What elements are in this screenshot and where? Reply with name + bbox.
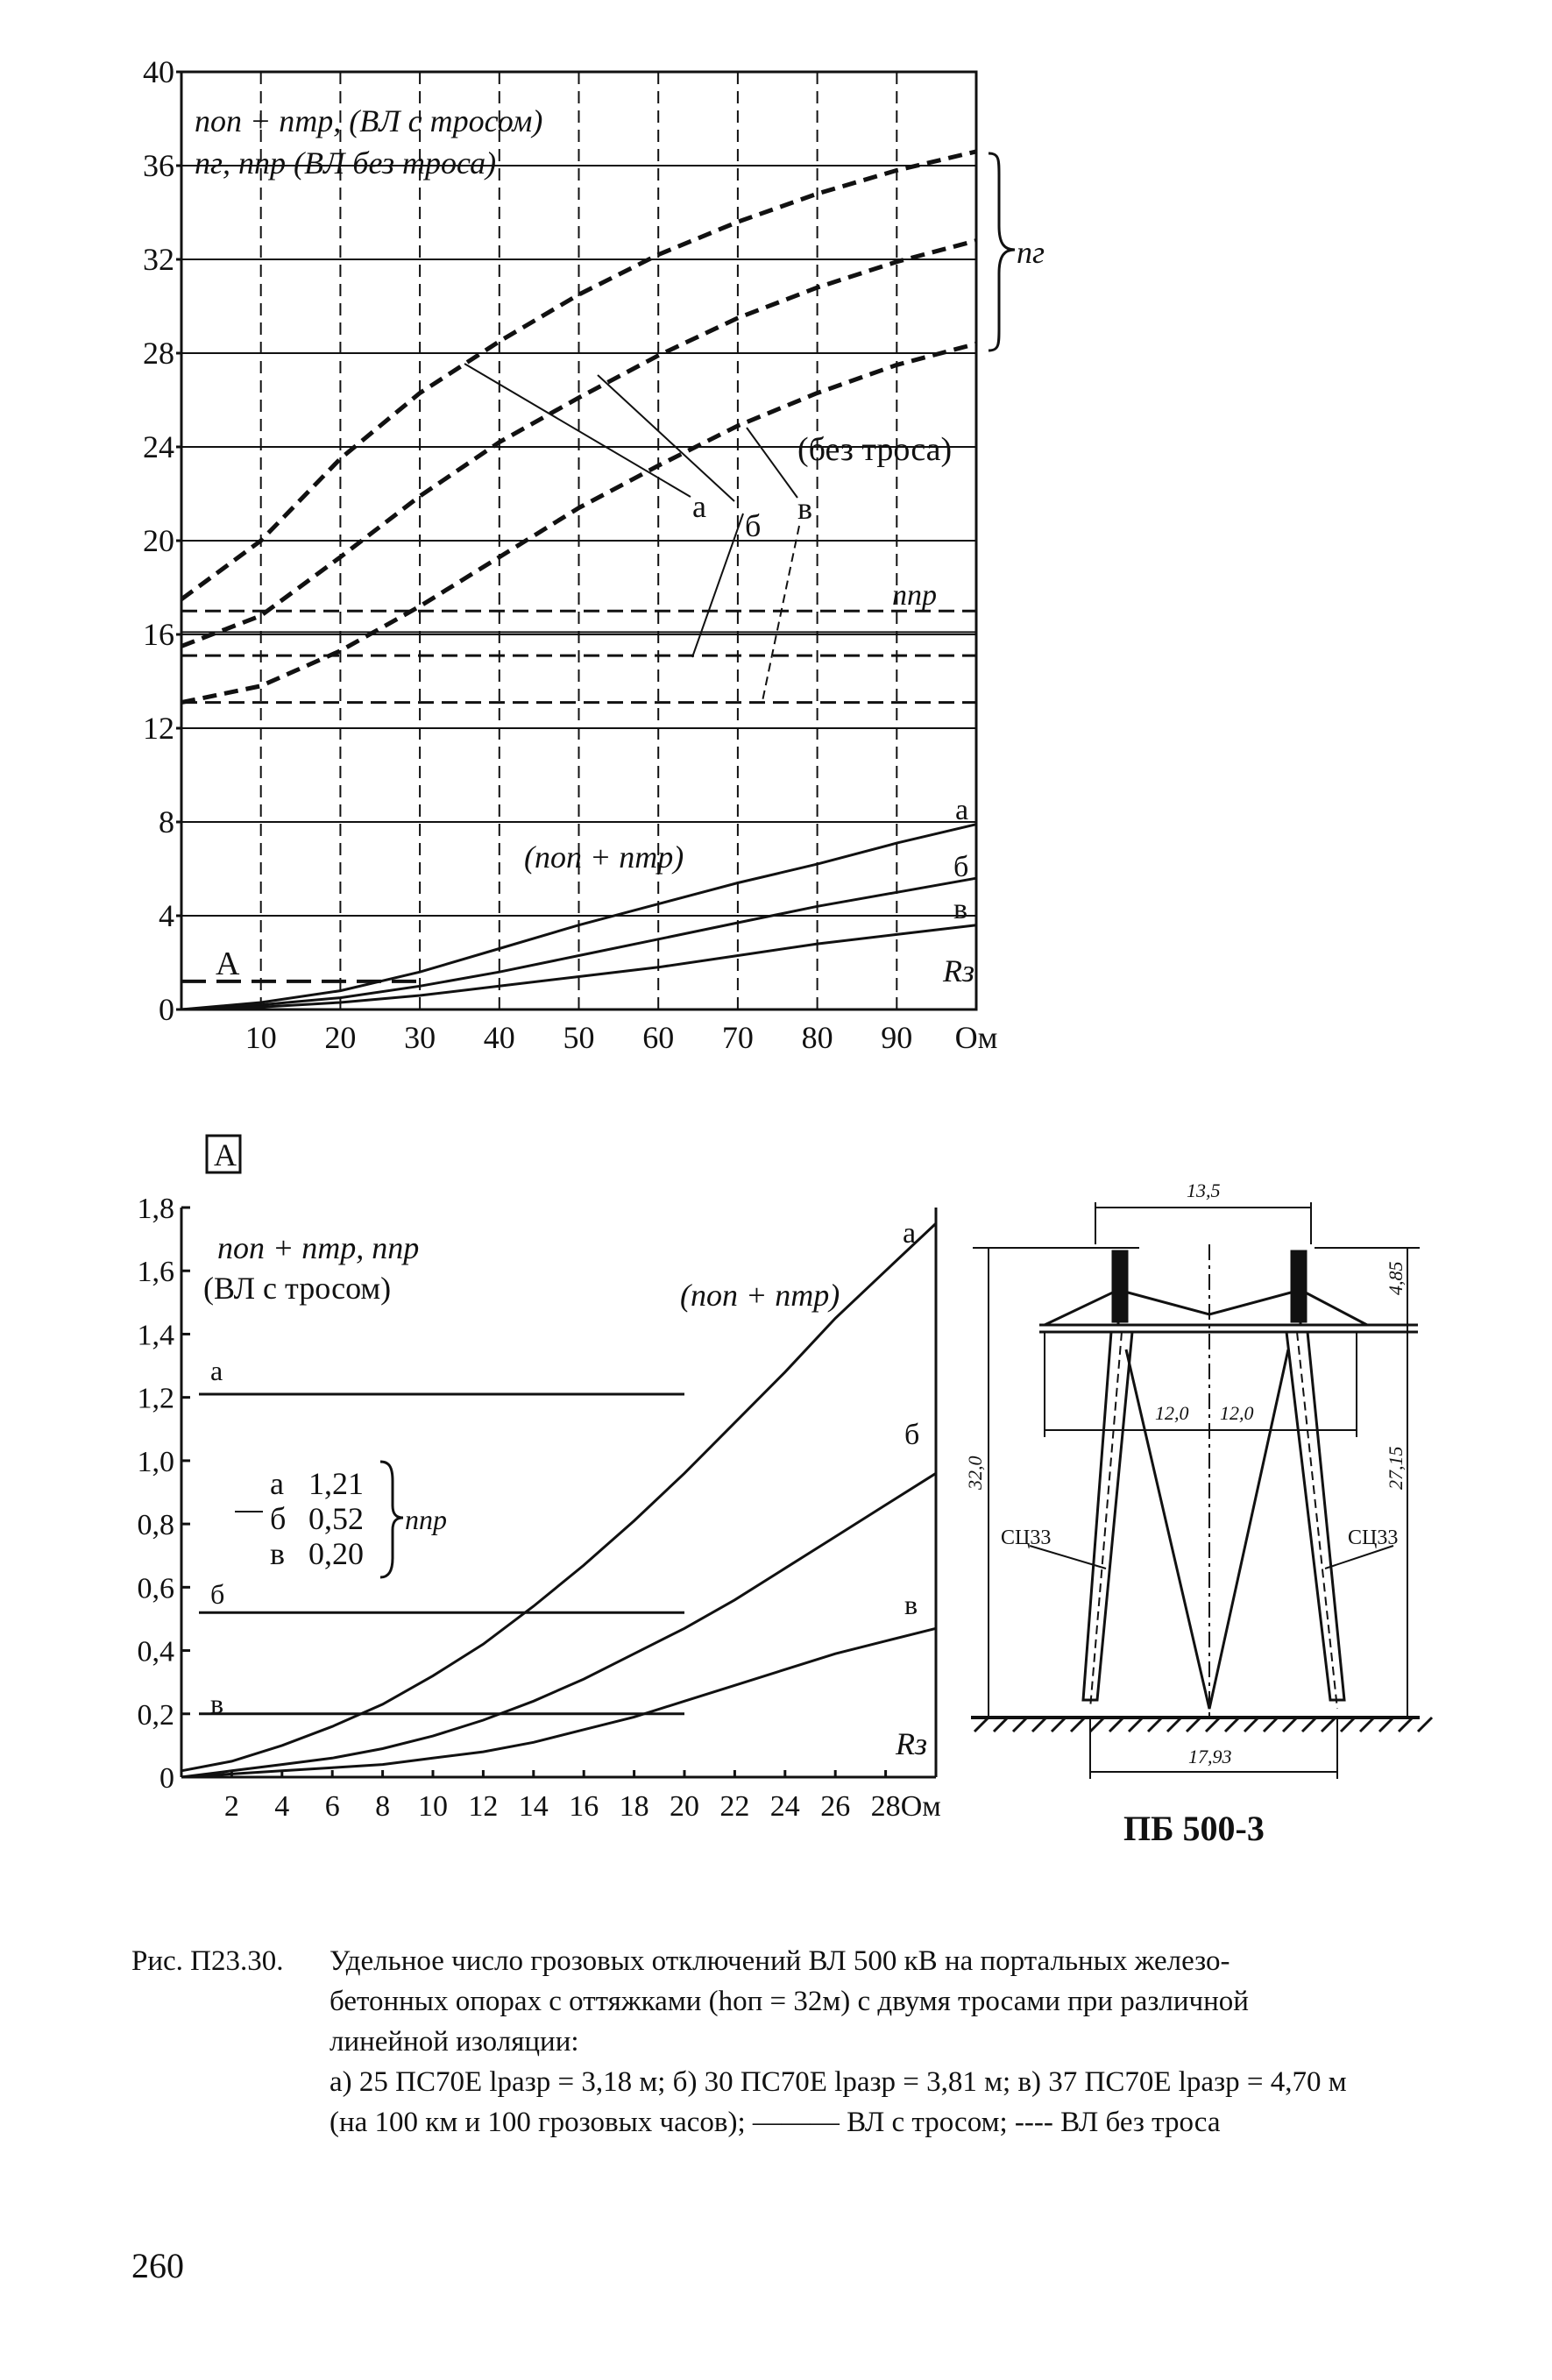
main-y-tick-labels xyxy=(143,54,181,1027)
inset-x-tick: 14 xyxy=(518,1790,549,1823)
main-curve-label-b: б xyxy=(953,851,969,883)
inset-y-tick: 1,4 xyxy=(137,1319,174,1352)
tower-dim-left-half: 12,0 xyxy=(1155,1402,1189,1424)
caption-line-4: а) 25 ПС70Е lразр = 3,18 м; б) 30 ПС70Е lразр = 3,81 м; в) 37 ПС70Е lразр = 4,70 м xyxy=(330,2066,1347,2098)
main-legend-line-2: nг, nпр (ВЛ без троса) xyxy=(195,145,497,181)
inset-npr-label-v: в xyxy=(210,1688,224,1719)
inset-y-tick: 0,4 xyxy=(137,1635,174,1668)
main-y-tick: 12 xyxy=(143,711,174,746)
inset-npr-label-b: б xyxy=(210,1578,225,1610)
main-x-unit: Ом xyxy=(954,1020,998,1055)
npr-row-v-value: 0,20 xyxy=(308,1536,364,1571)
inset-chart xyxy=(138,1136,941,1823)
inset-y-tick: 0,8 xyxy=(137,1509,174,1542)
inset-x-tick: 28 xyxy=(870,1790,901,1823)
inset-npr-table xyxy=(235,1462,447,1577)
inset-series-3 xyxy=(181,1628,936,1777)
bez-trosa-label: (без троса) xyxy=(797,431,953,468)
caption-line-2: бетонных опорах с оттяжками (hоп = 32м) с двумя тросами при различной xyxy=(330,1986,1249,2017)
inset-x-tick: 16 xyxy=(569,1790,599,1823)
main-x-tick: 20 xyxy=(324,1020,357,1055)
figure-caption xyxy=(131,1941,1437,2143)
inset-x-tick: 22 xyxy=(719,1790,750,1823)
inset-x-tick: 8 xyxy=(375,1790,391,1823)
main-x-tick-labels xyxy=(245,1020,998,1055)
inset-curve-label-b: б xyxy=(904,1419,920,1451)
main-legend-line-1: nоп + nтр, (ВЛ с тросом) xyxy=(195,103,543,138)
inset-y-tick: 0,2 xyxy=(137,1698,174,1732)
inset-npr-label-a: а xyxy=(210,1355,223,1386)
caption-label: Рис. П23.30. xyxy=(131,1945,284,1977)
inset-x-tick: 26 xyxy=(820,1790,851,1823)
tower-caption: ПБ 500-3 xyxy=(1123,1809,1265,1848)
main-y-tick: 8 xyxy=(159,804,174,839)
inset-y-tick: 1,0 xyxy=(137,1445,174,1478)
inset-y-tick: 1,6 xyxy=(137,1256,174,1289)
inset-legend-line-1: nоп + nтр, nпр xyxy=(217,1230,420,1265)
main-y-tick: 24 xyxy=(143,429,174,464)
main-x-tick: 10 xyxy=(244,1020,277,1055)
tower-dim-base: 17,93 xyxy=(1188,1746,1232,1767)
main-x-tick: 30 xyxy=(404,1020,436,1055)
npr-row-v-name: в xyxy=(270,1536,285,1571)
inset-x-var-label: Rз xyxy=(896,1726,928,1761)
tower-diagram xyxy=(971,1202,1432,1779)
main-x-tick: 80 xyxy=(801,1020,833,1055)
inset-series-2 xyxy=(181,1473,936,1777)
inset-x-tick: 6 xyxy=(324,1790,340,1823)
main-y-tick: 16 xyxy=(143,617,174,652)
main-y-tick: 28 xyxy=(143,336,174,371)
main-x-tick: 50 xyxy=(563,1020,595,1055)
main-y-tick: 32 xyxy=(143,242,174,277)
inset-x-tick: 18 xyxy=(619,1790,649,1823)
inset-curve-label-v: в xyxy=(904,1589,918,1620)
main-curve-label-a: а xyxy=(955,794,969,826)
main-y-tick: 4 xyxy=(159,898,174,933)
caption-line-5: (на 100 км и 100 грозовых часов); ——— ВЛ с тросом; ---- ВЛ без троса xyxy=(330,2107,1221,2138)
npr-row-b-value: 0,52 xyxy=(308,1501,364,1536)
tower-dim-right-half: 12,0 xyxy=(1220,1402,1254,1424)
leader-label-a: а xyxy=(692,489,706,524)
main-y-tick: 36 xyxy=(143,148,174,183)
leader-label-v: в xyxy=(797,491,812,526)
inset-x-tick: 10 xyxy=(418,1790,448,1823)
leader-label-b: б xyxy=(745,508,762,543)
npr-row-b-name: б xyxy=(270,1501,287,1536)
ng-label: nг xyxy=(1017,235,1045,270)
npr-row-a-name: а xyxy=(270,1466,284,1501)
inset-title: A xyxy=(214,1137,237,1172)
npr-row-a-value: 1,21 xyxy=(308,1466,364,1501)
main-x-var-label: Rз xyxy=(943,953,975,988)
main-chart xyxy=(143,54,1045,1055)
inset-x-tick: 24 xyxy=(769,1790,800,1823)
caption-line-3: линейной изоляции: xyxy=(330,2026,579,2058)
inset-y-tick: 0 xyxy=(159,1762,174,1795)
inset-x-tick: 12 xyxy=(468,1790,499,1823)
inset-x-tick: 20 xyxy=(670,1790,699,1823)
tower-dim-height: 32,0 xyxy=(964,1456,986,1490)
tower-labels xyxy=(964,1179,1407,1848)
npr-table-brace xyxy=(380,1462,403,1577)
main-x-tick: 60 xyxy=(642,1020,675,1055)
ng-brace xyxy=(989,153,1015,351)
tower-guy-right: СЦ33 xyxy=(1348,1526,1399,1549)
main-x-tick: 70 xyxy=(721,1020,754,1055)
inset-y-tick: 1,8 xyxy=(137,1193,174,1225)
main-curve-label-v: в xyxy=(953,893,968,925)
page-number: 260 xyxy=(131,2246,184,2285)
inset-marker-label: A xyxy=(216,946,240,982)
inset-nop-ntr-label: (nоп + nтр) xyxy=(680,1278,840,1313)
npr-table-label: nпр xyxy=(405,1504,447,1535)
inset-x-unit: Ом xyxy=(900,1790,941,1823)
inset-x-tick: 2 xyxy=(223,1790,239,1823)
inset-legend-line-2: (ВЛ с тросом) xyxy=(203,1271,392,1306)
inset-x-tick: 4 xyxy=(274,1790,290,1823)
main-y-tick: 40 xyxy=(143,54,174,89)
nop-ntr-label: (nоп + nтр) xyxy=(524,839,684,875)
main-x-tick: 90 xyxy=(881,1020,913,1055)
inset-curve-label-a: а xyxy=(903,1217,917,1250)
tower-dim-right-top: 4,85 xyxy=(1385,1261,1407,1295)
main-x-tick: 40 xyxy=(483,1020,515,1055)
tower-dim-right: 27,15 xyxy=(1385,1446,1407,1490)
npr-label: nпр xyxy=(892,579,937,612)
main-y-tick: 0 xyxy=(159,992,174,1027)
tower-dim-top: 13,5 xyxy=(1187,1179,1221,1201)
main-y-tick: 20 xyxy=(143,523,174,558)
inset-y-tick: 1,2 xyxy=(137,1382,174,1415)
inset-y-tick: 0,6 xyxy=(137,1572,174,1605)
tower-guy-left: СЦ33 xyxy=(1001,1526,1052,1549)
caption-line-1: Удельное число грозовых отключений ВЛ 500 кВ на портальных железо- xyxy=(330,1945,1230,1977)
